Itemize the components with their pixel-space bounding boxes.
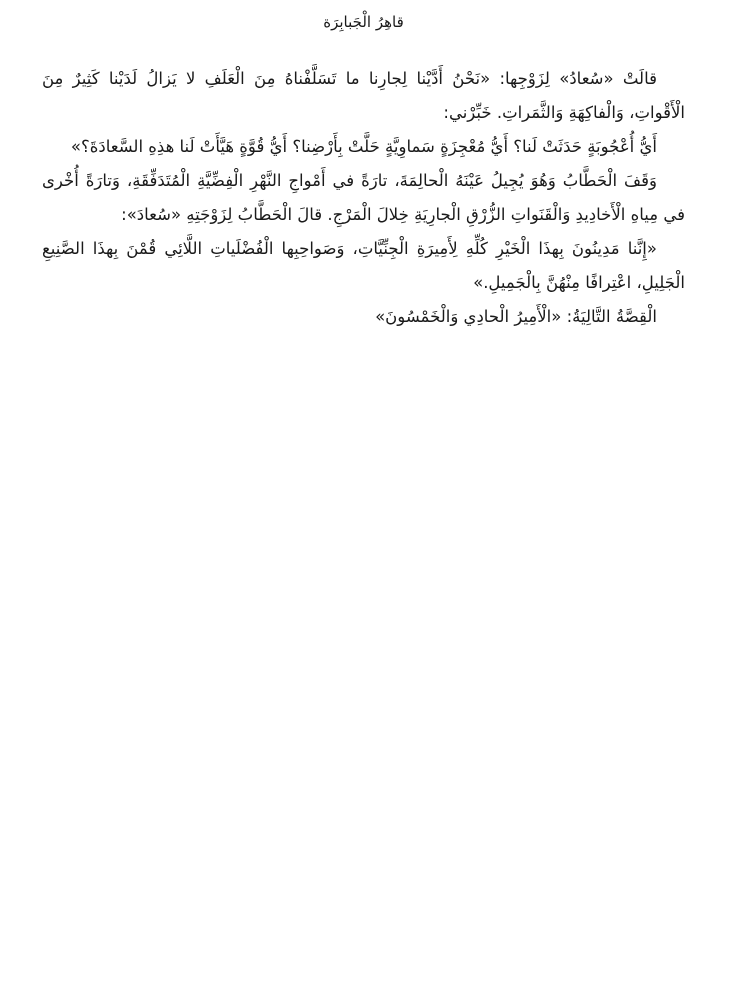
paragraph-2: أَيُّ أُعْجُوبَةٍ حَدَثَتْ لَنا؟ أَيُّ مُعْجِزَةٍ سَماوِيَّةٍ حَلَّتْ بِأَرْضِنا؟ أَيُّ قُوَّةٍ هَيَّأَتْ لَنا هذِهِ السَّعادَةَ؟»	[70, 137, 657, 156]
story-title: قاهِرُ الْجَبابِرَة	[323, 13, 404, 31]
paragraph-1: قالَتْ «سُعادُ» لِزَوْجِها: «نَحْنُ أَدَّيْنا لِجارِنا ما تَسَلَّفْناهُ مِنَ الْعَلَفِ لا يَزالُ لَدَيْنا كَثِيرٌ مِنَ الْأَقْواتِ، وَالْفاكِهَةِ وَالثَّمَراتِ. خَبِّرْني:	[42, 69, 685, 122]
next-story-line: الْقِصَّةُ التَّالِيَةُ: «الْأَمِيرُ الْحادِي وَالْخَمْسُونَ»	[375, 307, 657, 326]
paragraph-3: وَقَفَ الْحَطَّابُ وَهُوَ يُجِيلُ عَيْنَهُ الْحالِمَةَ، تارَةً في أَمْواجِ النَّهْرِ الْفِضِّيَّةِ الْمُتَدَفِّقَةِ، وَتارَةً أُخْرى في مِياهِ الْأَخادِيدِ وَالْقَنَواتِ الزُّرْقِ الْجارِيَةِ خِلالَ الْمَرْجِ. قالَ الْحَطَّابُ لِزَوْجَتِهِ «سُعادَ»:	[42, 171, 685, 224]
paragraph-4: «إِنَّنا مَدِينُونَ بِهذَا الْخَيْرِ كُلِّهِ لِأَمِيرَةِ الْجِنِّيَّاتِ، وَصَواحِبِها الْفُضْلَياتِ اللَّائِي قُمْنَ بِهذَا الصَّنِيعِ الْجَلِيلِ، اعْتِرافًا مِنْهُنَّ بِالْجَمِيلِ.»	[42, 239, 685, 292]
